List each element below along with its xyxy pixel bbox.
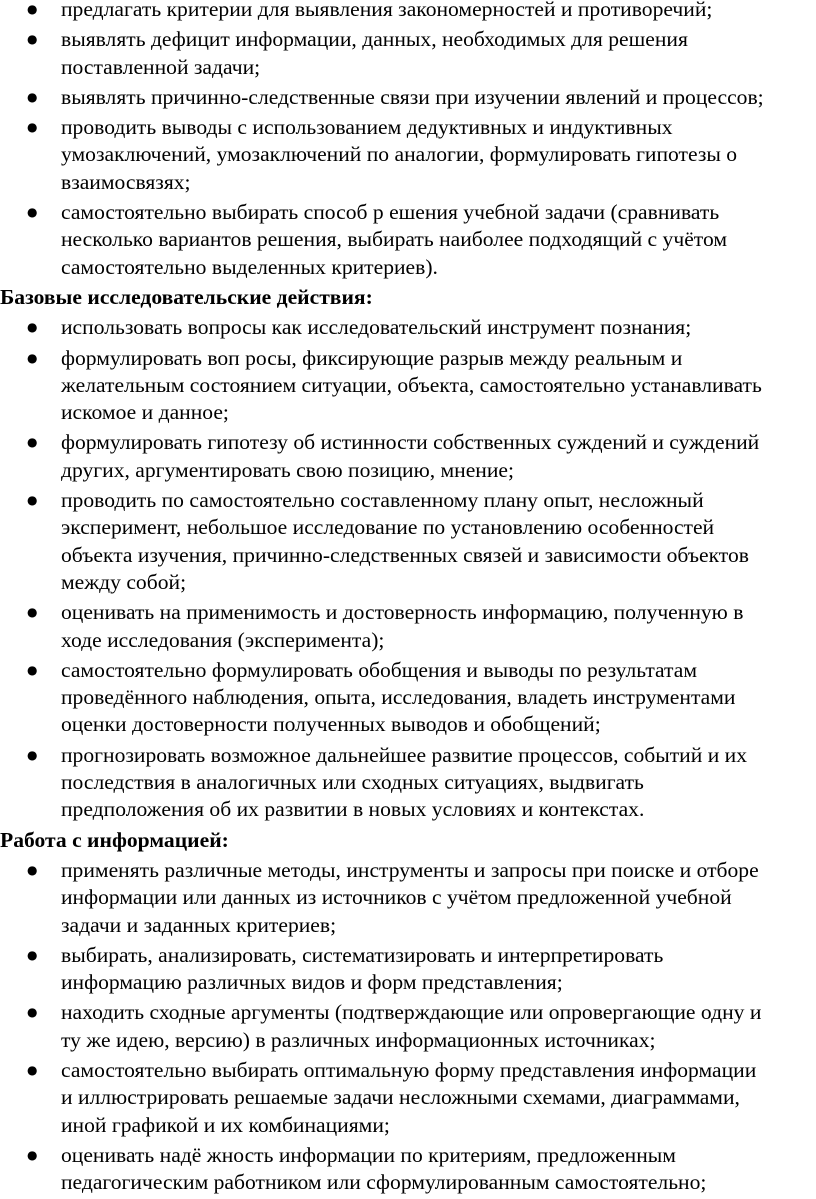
list-item: ● предлагать критерии для выявления закономерностей и противоречий; [0,0,816,23]
list-item: ● формулировать воп росы, фиксирующие разрыв между реальным и желательным состоянием ситуации, объекта, самостоятельно устанавливать искомое и данное; [0,345,816,427]
list-item: ● выявлять причинно-следственные связи при изучении явлений и процессов; [0,84,816,111]
list-item: ● формулировать гипотезу об истинности собственных суждений и суждений других, аргументировать свою позицию, мнение; [0,429,816,484]
section-heading-information: Работа с информацией: [0,827,229,852]
list-item: ● оценивать на применимость и достоверность информацию, полученную в ходе исследования (эксперимента); [0,599,816,654]
list-item: ● находить сходные аргументы (подтверждающие или опровергающие одну и ту же идею, версию) в различных информационных источниках; [0,999,816,1054]
list-item: ● выбирать, анализировать, систематизировать и интерпретировать информацию различных видов и форм представления; [0,942,816,997]
list-item: ● самостоятельно формулировать обобщения и выводы по результатам проведённого наблюдения, опыта, исследования, владеть инструментами оценки достоверности полученных выводов и обобщений; [0,657,816,739]
list-item: ● проводить по самостоятельно составленному плану опыт, несложный эксперимент, небольшое исследование по установлению особенностей объекта изучения, причинно-следственных связей и зависимости объектов между собой; [0,487,816,596]
list-item: ● выявлять дефицит информации, данных, необходимых для решения поставленной задачи; [0,26,816,81]
list-item: ● самостоятельно выбирать оптимальную форму представления информации и иллюстрировать решаемые задачи несложными схемами, диаграммами, иной графикой и их комбинациями; [0,1057,816,1139]
list-item: ● самостоятельно выбирать способ р ешения учебной задачи (сравнивать несколько вариантов решения, выбирать наиболее подходящий с учётом самостоятельно выделенных критериев). [0,199,816,281]
section-heading-research: Базовые исследовательские действия: [0,284,373,309]
bullet-list-3 [0,857,816,1197]
list-item: ● оценивать надё жность информации по критериям, предложенным педагогическим работником или сформулированным самостоятельно; [0,1142,816,1197]
bullet-list-1 [0,0,816,281]
bullet-list-2 [0,314,816,823]
list-item: ● прогнозировать возможное дальнейшее развитие процессов, событий и их последствия в аналогичных или сходных ситуациях, выдвигать предположения об их развитии в новых условиях и контекстах. [0,742,816,824]
list-item: ● применять различные методы, инструменты и запросы при поиске и отборе информации или данных из источников с учётом предложенной учебной задачи и заданных критериев; [0,857,816,939]
list-item: ● проводить выводы с использованием дедуктивных и индуктивных умозаключений, умозаключений по аналогии, формулировать гипотезы о взаимосвязях; [0,114,816,196]
list-item: ● использовать вопросы как исследовательский инструмент познания; [0,314,816,341]
